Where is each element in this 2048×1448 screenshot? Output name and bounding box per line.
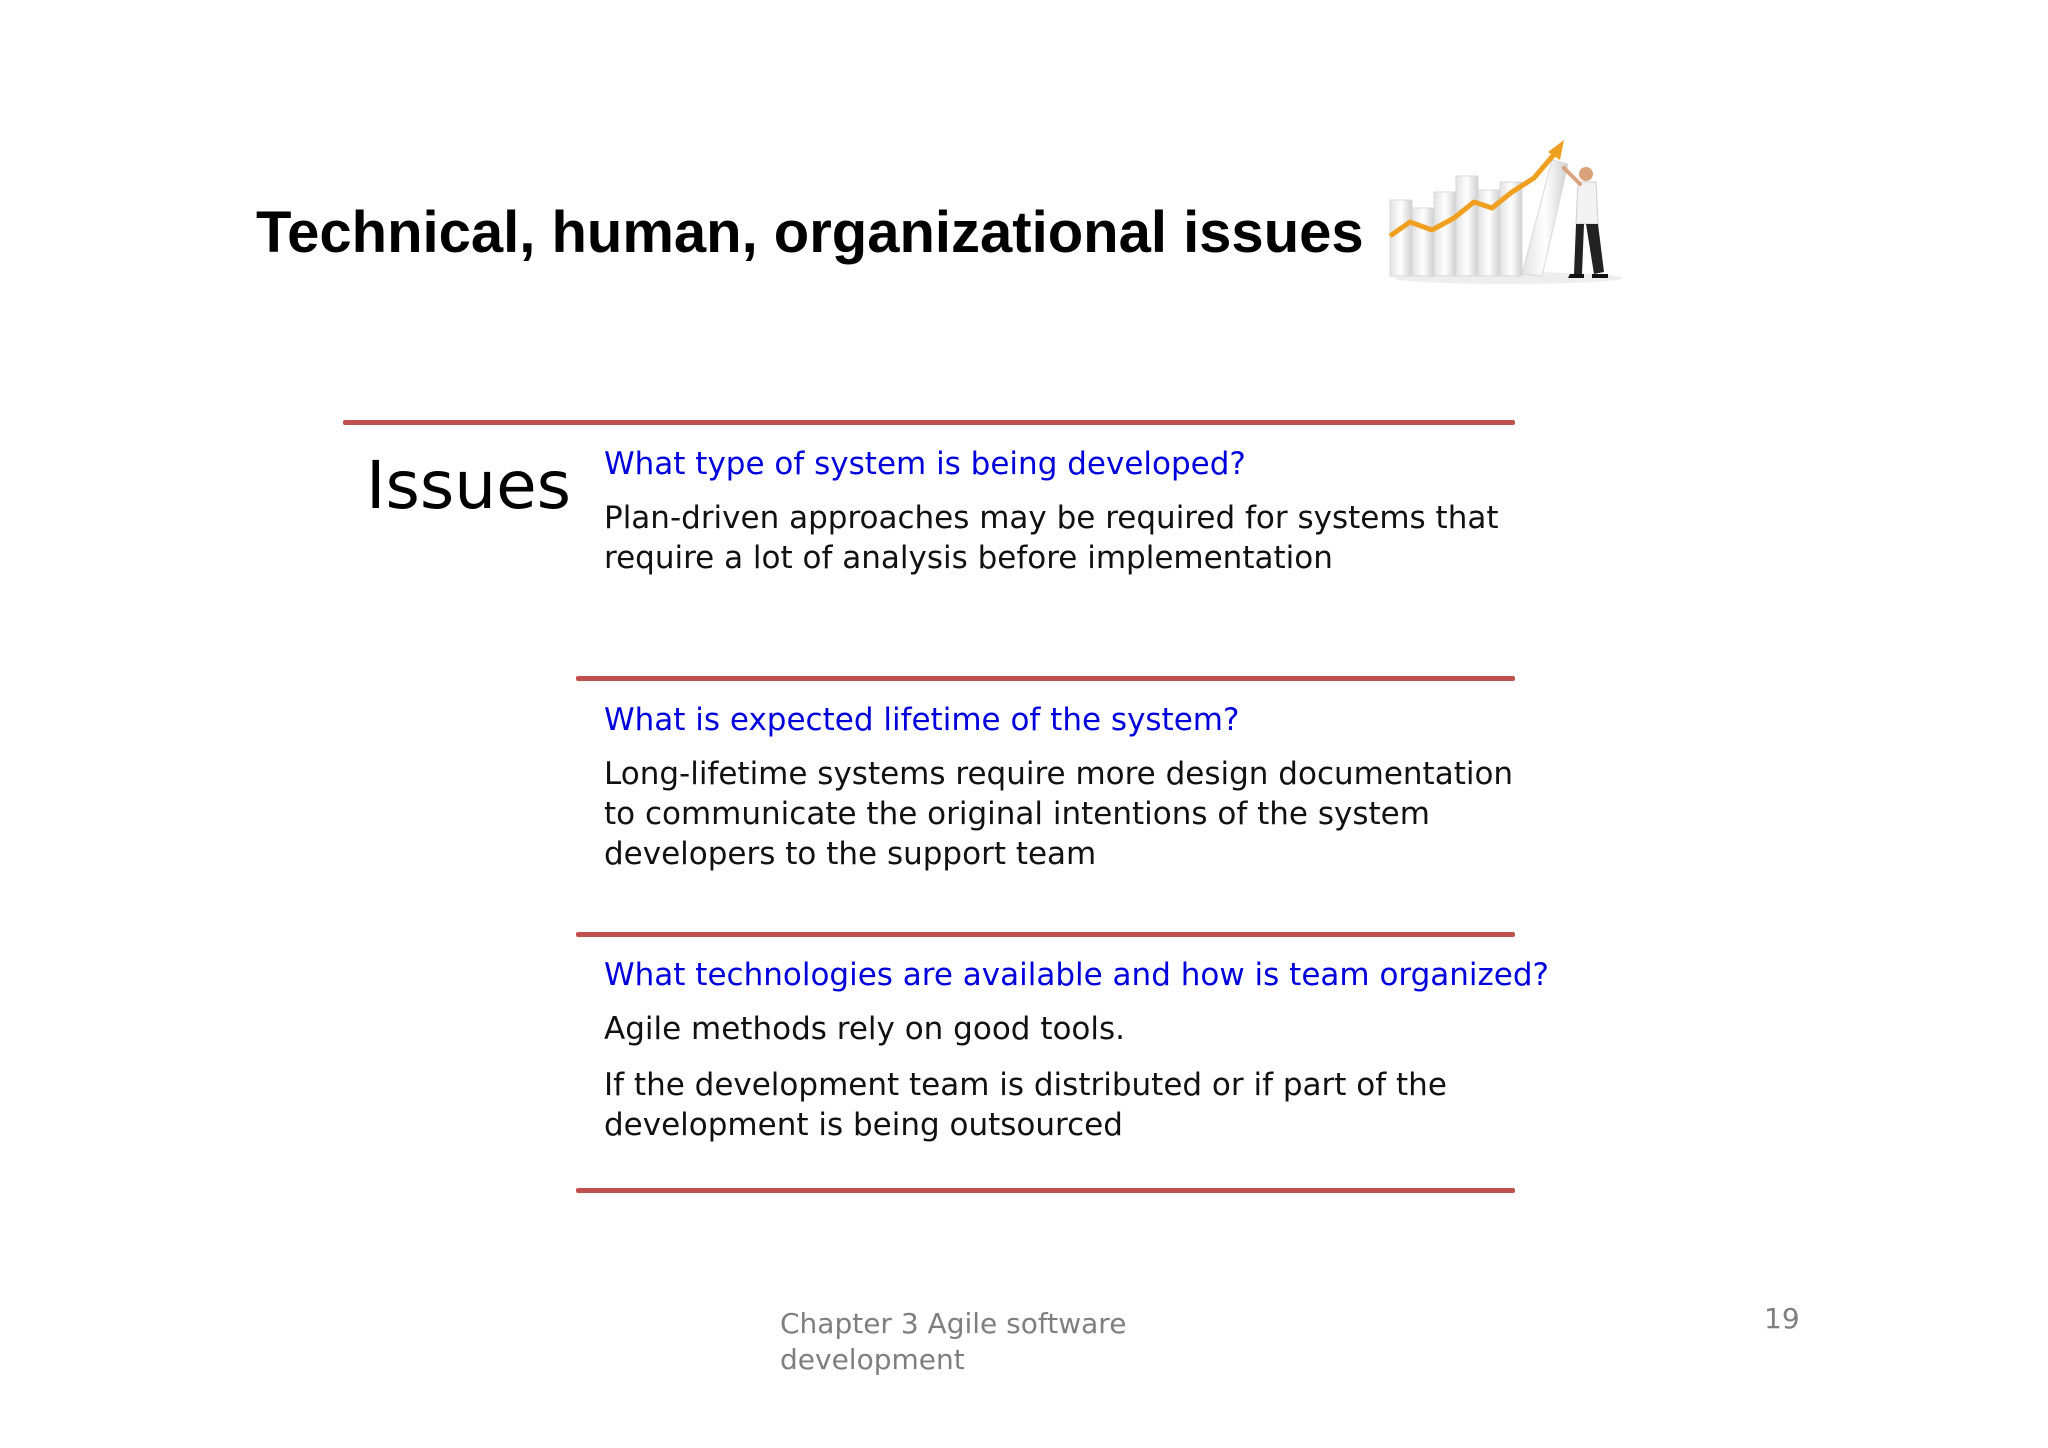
- divider-line: [576, 1188, 1515, 1193]
- divider-line: [576, 932, 1515, 937]
- issue-point: Plan-driven approaches may be required for systems that require a lot of analysis before implementation: [604, 500, 1499, 576]
- issue-point: If the development team is distributed or if part of the development is being outsourced: [604, 1067, 1447, 1143]
- issues-section-label: Issues: [366, 447, 572, 524]
- issue-point: Long-lifetime systems require more design documentation to communicate the original intentions of the system developers to the support team: [604, 756, 1514, 872]
- divider-line: [576, 676, 1515, 681]
- issue-question: What type of system is being developed?: [604, 446, 1246, 482]
- issue-block-technologies: [604, 955, 1550, 1161]
- issue-block-lifetime: [604, 700, 1514, 890]
- issue-question: What is expected lifetime of the system?: [604, 702, 1240, 738]
- issue-question: What technologies are available and how is team organized?: [604, 957, 1550, 993]
- footer-chapter-title: Chapter 3 Agile software development: [780, 1307, 1127, 1376]
- issue-block-system-type: [604, 444, 1514, 594]
- page-number: 19: [1764, 1302, 1800, 1335]
- slide-title: Technical, human, organizational issues: [256, 200, 1364, 265]
- divider-line: [343, 420, 1515, 425]
- issue-point: Agile methods rely on good tools.: [604, 1011, 1126, 1047]
- growth-chart-with-person-icon: [1388, 138, 1638, 290]
